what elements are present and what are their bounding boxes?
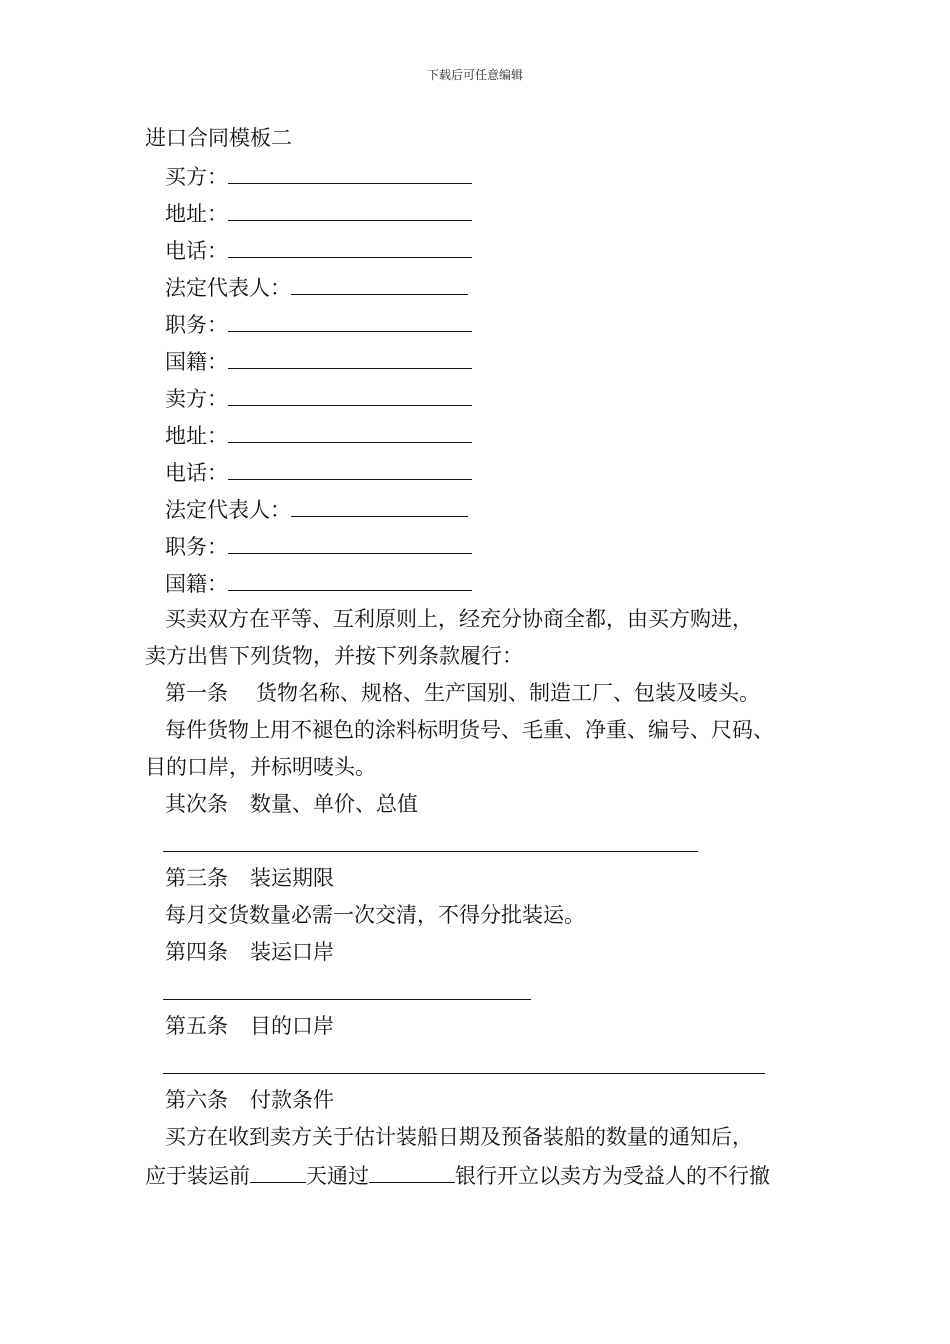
article-6-heading <box>145 1082 835 1119</box>
field-label: 职务： <box>165 313 228 337</box>
article-title: 货物名称、规格、生产国别、制造工厂、包装及唛头。 <box>256 681 760 705</box>
seller-phone-row <box>145 453 835 490</box>
field-label: 买方： <box>165 165 228 189</box>
article-6-body-line-1: 买方在收到卖方关于估计装船日期及预备装船的数量的通知后， <box>165 1125 753 1149</box>
article-5-heading <box>145 1008 835 1045</box>
contract-document <box>145 120 835 1193</box>
field-label: 电话： <box>165 461 228 485</box>
seller-address-row <box>145 416 835 453</box>
buyer-position-row <box>145 305 835 342</box>
article-number: 第三条 <box>165 866 228 890</box>
article-number: 第四条 <box>165 940 228 964</box>
article-3-body: 每月交货数量必需一次交清，不得分批装运。 <box>165 903 585 927</box>
seller-representative-row <box>145 490 835 527</box>
article-number: 第一条 <box>165 681 228 705</box>
article-4-heading <box>145 934 835 971</box>
intro-line-2: 卖方出售下列货物，并按下列条款履行： <box>145 644 523 668</box>
buyer-name-blank[interactable] <box>228 157 472 184</box>
article-6-body-line-2 <box>145 1156 835 1193</box>
field-label: 地址： <box>165 202 228 226</box>
article-number: 第六条 <box>165 1088 228 1112</box>
article-title: 数量、单价、总值 <box>250 792 418 816</box>
article-4-blank-line[interactable] <box>145 971 835 1008</box>
article-title: 付款条件 <box>250 1088 334 1112</box>
seller-position-row <box>145 527 835 564</box>
article-6-text-a: 应于装运前 <box>145 1164 250 1188</box>
page-header: 下载后可任意编辑 <box>426 68 523 82</box>
article-1-body-line-1: 每件货物上用不褪色的涂料标明货号、毛重、净重、编号、尺码、 <box>165 718 774 742</box>
seller-name-row <box>145 379 835 416</box>
buyer-position-blank[interactable] <box>228 305 472 332</box>
article-2-heading <box>145 786 835 823</box>
seller-phone-blank[interactable] <box>228 453 472 480</box>
field-label: 地址： <box>165 424 228 448</box>
days-blank[interactable] <box>250 1156 306 1183</box>
field-label: 国籍： <box>165 572 228 596</box>
field-label: 电话： <box>165 239 228 263</box>
article-6-text-b: 天通过 <box>306 1164 369 1188</box>
field-label: 职务： <box>165 535 228 559</box>
seller-name-blank[interactable] <box>228 379 472 406</box>
article-1-heading <box>145 675 835 712</box>
buyer-representative-row <box>145 268 835 305</box>
article-3-heading <box>145 860 835 897</box>
buyer-representative-blank[interactable] <box>291 268 468 295</box>
buyer-name-row <box>145 157 835 194</box>
seller-position-blank[interactable] <box>228 527 472 554</box>
article-number: 其次条 <box>165 792 228 816</box>
buyer-phone-row <box>145 231 835 268</box>
article-5-blank-line[interactable] <box>145 1045 835 1082</box>
buyer-phone-blank[interactable] <box>228 231 472 258</box>
buyer-address-blank[interactable] <box>228 194 472 221</box>
buyer-address-row <box>145 194 835 231</box>
article-2-blank-line[interactable] <box>145 823 835 860</box>
field-label: 国籍： <box>165 350 228 374</box>
buyer-nationality-row <box>145 342 835 379</box>
seller-address-blank[interactable] <box>228 416 472 443</box>
bank-blank[interactable] <box>369 1156 455 1183</box>
seller-nationality-row <box>145 564 835 601</box>
field-label: 法定代表人： <box>165 276 291 300</box>
field-label: 法定代表人： <box>165 498 291 522</box>
intro-line-1: 买卖双方在平等、互利原则上，经充分协商全都，由买方购进， <box>165 607 753 631</box>
article-1-body-line-2: 目的口岸，并标明唛头。 <box>145 755 376 779</box>
article-number: 第五条 <box>165 1014 228 1038</box>
article-6-text-c: 银行开立以卖方为受益人的不行撤 <box>455 1164 770 1188</box>
document-title: 进口合同模板二 <box>145 126 292 150</box>
article-title: 目的口岸 <box>250 1014 334 1038</box>
field-label: 卖方： <box>165 387 228 411</box>
seller-nationality-blank[interactable] <box>228 564 472 591</box>
buyer-nationality-blank[interactable] <box>228 342 472 369</box>
seller-representative-blank[interactable] <box>291 490 468 517</box>
article-title: 装运期限 <box>250 866 334 890</box>
article-title: 装运口岸 <box>250 940 334 964</box>
